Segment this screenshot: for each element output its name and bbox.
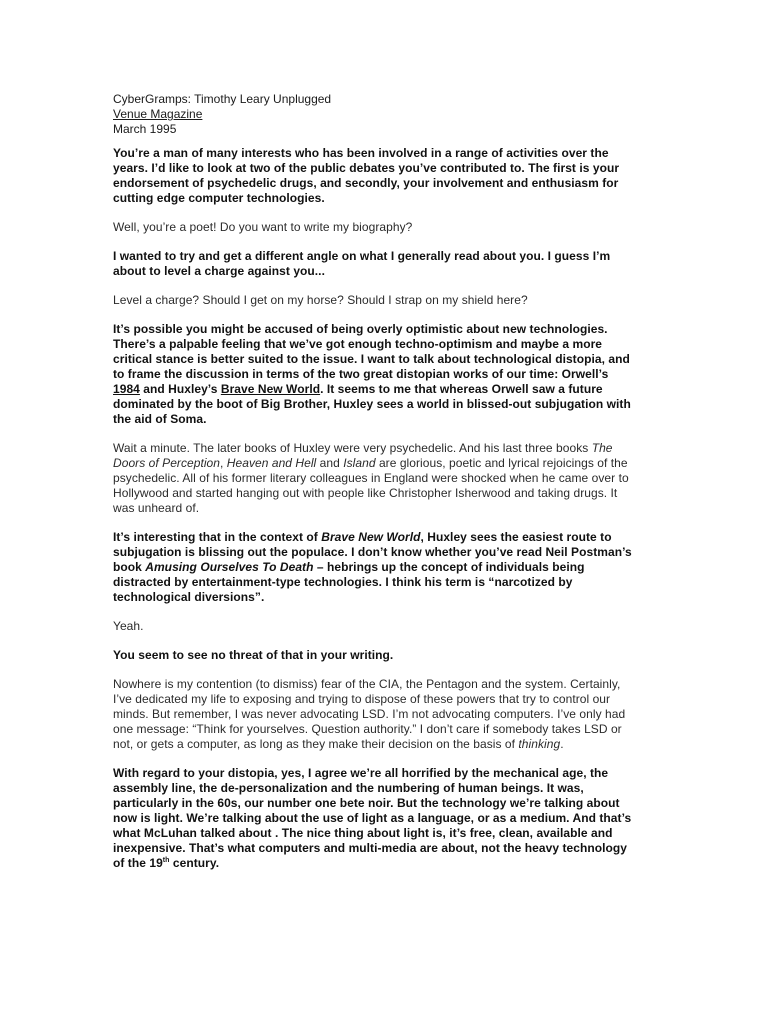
- text-run: the aid of Soma.: [113, 412, 207, 426]
- text-run: Hollywood and started hanging out with people like Christopher Isherwood and taking drugs. It: [113, 486, 618, 500]
- text-line: [113, 545, 653, 560]
- text-line: [113, 471, 653, 486]
- text-line: [113, 692, 653, 707]
- text-run: Nowhere is my contention (to dismiss) fear of the CIA, the Pentagon and the system. Certainly,: [113, 677, 621, 691]
- text-line: [113, 781, 653, 796]
- text-run: Well, you’re a poet! Do you want to write my biography?: [113, 220, 413, 234]
- text-line: [113, 441, 653, 456]
- text-line: [113, 367, 653, 382]
- text-line: [113, 856, 653, 871]
- text-run: technological diversions”.: [113, 590, 265, 604]
- text-run: and Huxley’s: [139, 382, 221, 396]
- text-run: century.: [169, 856, 220, 870]
- text-line: [113, 648, 653, 663]
- text-run: Level a charge? Should I get on my horse? Should I strap on my shield here?: [113, 293, 528, 307]
- text-run: I’ve dedicated my life to exposing and trying to dispose of these powers that try to control our: [113, 692, 611, 706]
- text-line: [113, 146, 653, 161]
- interviewer-question: [113, 648, 653, 663]
- italic-title: Island: [343, 456, 376, 470]
- text-run: minds. But remember, I was never advocating LSD. I’m not advocating computers. I’ve only had: [113, 707, 626, 721]
- text-run: now is light. We’re talking about the use of light as a language, or as a medium. And that’s: [113, 811, 632, 825]
- text-line: [113, 249, 653, 264]
- text-line: [113, 352, 653, 367]
- text-run: It’s possible you might be accused of being overly optimistic about new technologies.: [113, 322, 608, 336]
- interviewer-question: [113, 766, 653, 871]
- text-run: what McLuhan talked about . The nice thing about light is, it’s free, clean, available and: [113, 826, 613, 840]
- text-line: [113, 619, 653, 634]
- leary-answer: [113, 441, 653, 516]
- text-line: [113, 590, 653, 605]
- text-line: [113, 191, 653, 206]
- text-run: to frame the discussion in terms of the two great distopian works of our time: Orwell’s: [113, 367, 609, 381]
- text-line: [113, 176, 653, 191]
- text-run: It’s interesting that in the context of: [113, 530, 322, 544]
- text-line: [113, 397, 653, 412]
- text-run: dominated by the boot of Big Brother, Huxley sees a world in blissed-out subjugation with: [113, 397, 631, 411]
- underlined-title: 1984: [113, 382, 140, 396]
- leary-answer: [113, 220, 653, 235]
- text-run: . It seems to me that whereas Orwell saw a future: [320, 382, 603, 396]
- text-line: [113, 322, 653, 337]
- italic-title: Brave New World: [321, 530, 421, 544]
- italic-title: thinking: [518, 737, 561, 751]
- text-run: are glorious, poetic and lyrical rejoicings of the: [375, 456, 628, 470]
- text-run: endorsement of psychedelic drugs, and secondly, your involvement and enthusiasm for: [113, 176, 619, 190]
- text-line: [113, 530, 653, 545]
- text-line: [113, 796, 653, 811]
- document-page: [113, 92, 653, 885]
- italic-title: Heaven and Hell: [226, 456, 317, 470]
- text-line: [113, 707, 653, 722]
- interviewer-question: [113, 530, 653, 605]
- italic-title: The: [591, 441, 613, 455]
- text-run: distracted by entertainment-type technologies. I think his term is “narcotized by: [113, 575, 573, 589]
- text-run: and: [316, 456, 344, 470]
- text-line: [113, 486, 653, 501]
- text-run: critical stance is better suited to the issue. I want to talk about technological distopia, and: [113, 352, 630, 366]
- text-line: [113, 382, 653, 397]
- italic-title: Doors of Perception: [113, 456, 221, 470]
- text-line: [113, 841, 653, 856]
- text-run: particularly in the 60s, our number one bete noir. But the technology we’re talking about: [113, 796, 620, 810]
- leary-answer: [113, 677, 653, 752]
- text-run: There’s a palpable feeling that we’ve got enough techno-optimism and maybe a more: [113, 337, 603, 351]
- superscript: th: [162, 857, 170, 864]
- text-run: subjugation is blissing out the populace. I don’t know whether you’ve read Neil Postman’s: [113, 545, 632, 559]
- text-line: [113, 161, 653, 176]
- interview-body: [113, 146, 653, 871]
- text-run: You’re a man of many interests who has been involved in a range of activities over the: [113, 146, 609, 160]
- text-run: years. I’d like to look at two of the public debates you’ve contributed to. The first is your: [113, 161, 620, 175]
- text-run: – hebrings up the concept of individuals being: [313, 560, 585, 574]
- text-line: [113, 737, 653, 752]
- text-run: psychedelic. All of his former literary colleagues in England were shocked when he came over to: [113, 471, 629, 485]
- publication-name: Venue Magazine: [113, 107, 203, 121]
- text-line: [113, 456, 653, 471]
- text-run: of the 19: [113, 856, 163, 870]
- text-run: was unheard of.: [113, 501, 200, 515]
- text-run: Yeah.: [113, 619, 144, 633]
- text-line: [113, 722, 653, 737]
- text-line: [113, 560, 653, 575]
- text-run: I wanted to try and get a different angle on what I generally read about you. I guess I’m: [113, 249, 611, 263]
- text-line: [113, 826, 653, 841]
- text-run: With regard to your distopia, yes, I agree we’re all horrified by the mechanical age, the: [113, 766, 609, 780]
- text-run: book: [113, 560, 146, 574]
- article-header: [113, 92, 653, 137]
- text-line: [113, 677, 653, 692]
- text-run: ,: [220, 456, 227, 470]
- text-run: , Huxley sees the easiest route to: [420, 530, 612, 544]
- text-line: [113, 811, 653, 826]
- interviewer-question: [113, 249, 653, 279]
- text-run: cutting edge computer technologies.: [113, 191, 325, 205]
- text-line: [113, 501, 653, 516]
- interviewer-question: [113, 146, 653, 206]
- article-title: CyberGramps: Timothy Leary Unplugged: [113, 92, 332, 106]
- publication-date: March 1995: [113, 122, 177, 136]
- text-line: [113, 766, 653, 781]
- text-line: [113, 220, 653, 235]
- text-line: [113, 264, 653, 279]
- text-run: not, or gets a computer, as long as they make their decision on the basis of: [113, 737, 519, 751]
- text-run: about to level a charge against you...: [113, 264, 325, 278]
- text-run: Wait a minute. The later books of Huxley were very psychedelic. And his last three books: [113, 441, 592, 455]
- text-run: inexpensive. That’s what computers and multi-media are about, not the heavy technology: [113, 841, 627, 855]
- interviewer-question: [113, 322, 653, 427]
- italic-title: Amusing Ourselves To Death: [145, 560, 314, 574]
- text-line: [113, 412, 653, 427]
- underlined-title: Brave New World: [220, 382, 321, 396]
- text-run: assembly line, the de-personalization and the numbering of human beings. It was,: [113, 781, 584, 795]
- text-line: [113, 575, 653, 590]
- leary-answer: [113, 619, 653, 634]
- text-run: one message: “Think for yourselves. Question authority.” I don’t care if somebody takes LSD or: [113, 722, 622, 736]
- leary-answer: [113, 293, 653, 308]
- text-run: .: [560, 737, 564, 751]
- text-line: [113, 293, 653, 308]
- text-line: [113, 337, 653, 352]
- text-run: You seem to see no threat of that in your writing.: [113, 648, 394, 662]
